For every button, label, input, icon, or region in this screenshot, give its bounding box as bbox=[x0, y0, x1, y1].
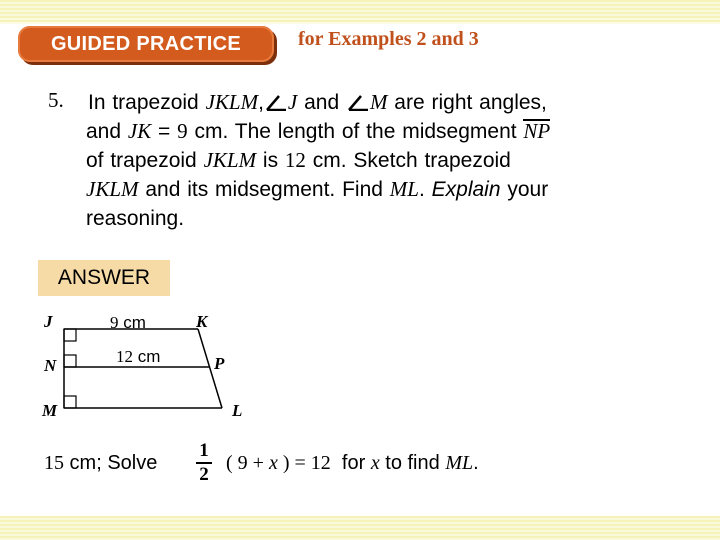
solution-text: 15 cm; Solve bbox=[44, 452, 158, 474]
problem-line-1: In trapezoid JKLM, J and M are right angles, bbox=[88, 90, 547, 114]
problem-text bbox=[86, 88, 666, 233]
examples-subtitle: for Examples 2 and 3 bbox=[298, 28, 479, 50]
top-base-length: 9 cm bbox=[110, 313, 146, 332]
bottom-stripe-band bbox=[0, 516, 720, 540]
question-number: 5. bbox=[48, 88, 64, 112]
right-angle-marker-n bbox=[64, 355, 76, 367]
top-divider bbox=[0, 22, 720, 24]
segment-np: NP bbox=[523, 119, 551, 143]
angle-symbol-icon bbox=[347, 93, 369, 111]
answer-label-box bbox=[38, 260, 170, 296]
problem-line-4: JKLM and its midsegment. Find ML. Explain your bbox=[86, 177, 549, 201]
problem-line-3: of trapezoid JKLM is 12 cm. Sketch trapezoid bbox=[86, 148, 511, 172]
answer-label: ANSWER bbox=[57, 266, 151, 289]
problem-line-5: reasoning. bbox=[86, 207, 185, 230]
tab-label: GUIDED PRACTICE bbox=[50, 32, 242, 55]
right-angle-marker-j bbox=[64, 329, 76, 341]
vertex-m-label: M bbox=[42, 401, 58, 420]
trapezoid-drawing bbox=[0, 300, 720, 430]
top-stripe-band bbox=[0, 0, 720, 22]
vertex-p-label: P bbox=[214, 354, 225, 373]
vertex-l-label: L bbox=[232, 401, 243, 420]
right-angle-marker-m bbox=[64, 396, 76, 408]
guided-practice-tab bbox=[18, 26, 274, 62]
fraction-one-half: 1 2 bbox=[196, 441, 212, 485]
vertex-k-label: K bbox=[196, 312, 208, 331]
midsegment-length: 12 cm bbox=[116, 347, 161, 366]
problem-line-2: and JK = 9 cm. The length of the midsegment NP bbox=[86, 119, 551, 143]
trapezoid-sketch bbox=[0, 300, 720, 430]
angle-symbol-icon bbox=[265, 93, 287, 111]
vertex-n-label: N bbox=[44, 356, 57, 375]
solution-equation: ( 9 + x ) = 12 for x to find ML. bbox=[226, 452, 479, 474]
vertex-j-label: J bbox=[44, 312, 53, 331]
